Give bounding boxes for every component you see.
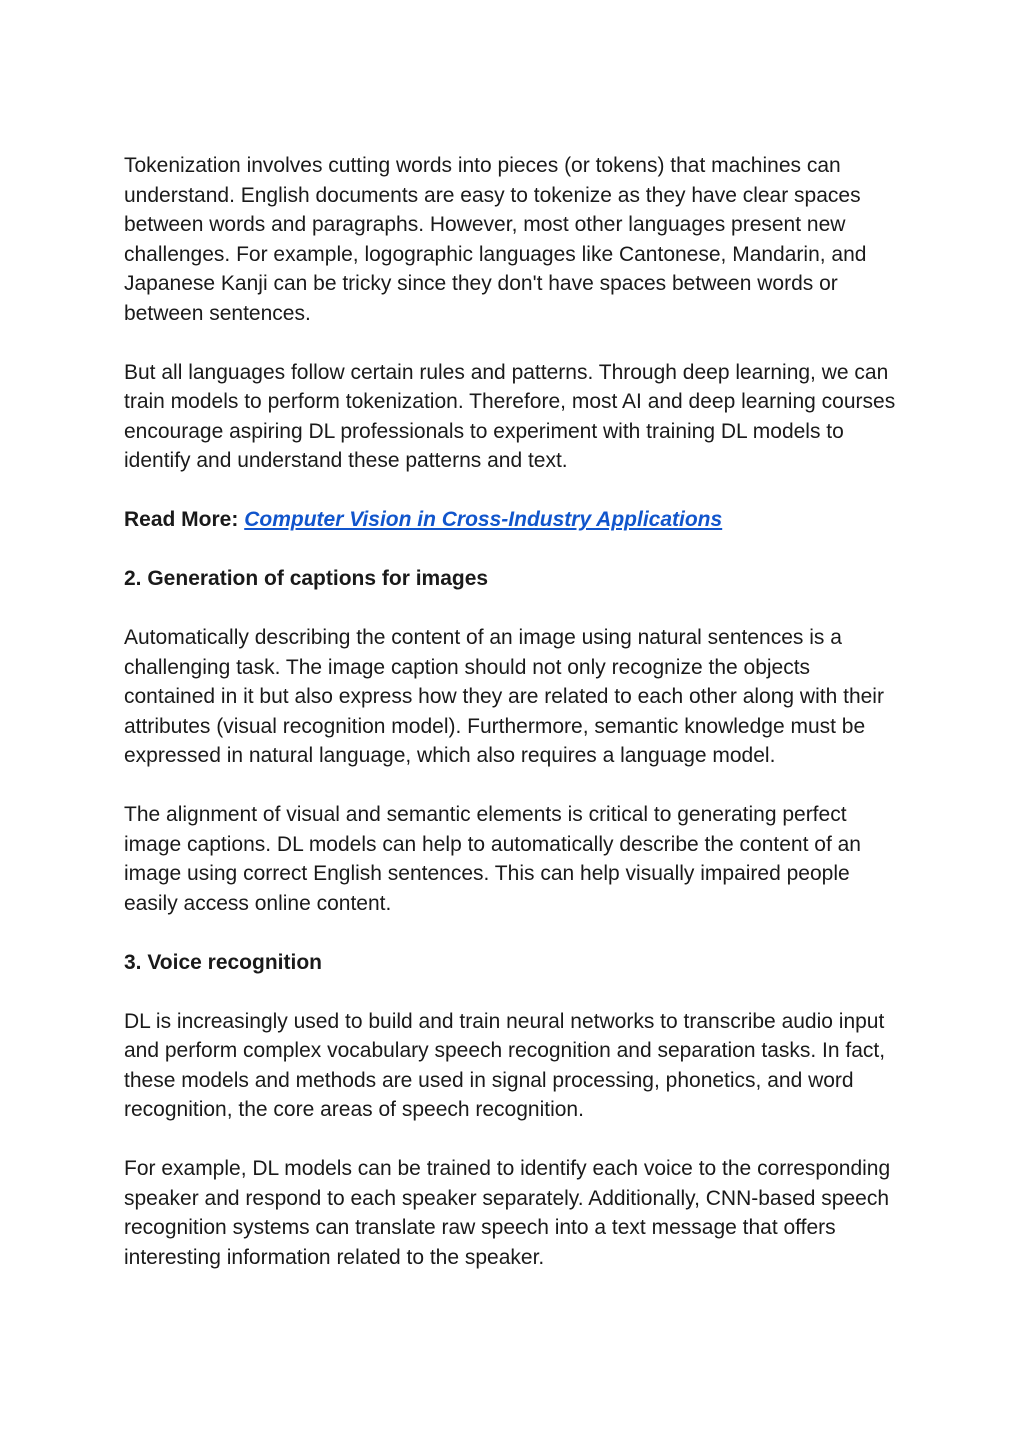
section3-paragraph-2: For example, DL models can be trained to identify each voice to the corresponding speaker and respond to each speaker separately. Additionally, CNN-based speech recognition systems can translate raw speech into a text message that offers interesting information related to the speaker.	[124, 1157, 891, 1269]
section-heading-image-captions: 2. Generation of captions for images	[124, 567, 489, 590]
section-heading-voice-recognition: 3. Voice recognition	[124, 950, 322, 974]
document-page	[124, 151, 904, 1302]
section2-paragraph-1: Automatically describing the content of an image using natural sentences is a challenging task. The image caption should not only recognize the objects contained in it but also express how they are related to each other along with their attributes (visual recognition model). Furthermore, semantic knowledge must be expressed in natural language, which also requires a language model.	[124, 626, 884, 767]
intro-paragraph-patterns: But all languages follow certain rules and patterns. Through deep learning, we can train models to perform tokenization. Therefore, most AI and deep learning courses encourage aspiring DL professionals to experiment with training DL models to identify and understand these patterns and text.	[124, 360, 896, 472]
read-more-line	[124, 505, 904, 535]
read-more-label: Read More:	[124, 508, 239, 531]
section2-paragraph-2: The alignment of visual and semantic elements is critical to generating perfect image captions. DL models can help to automatically describe the content of an image using correct English sentences. This can help visually impaired people easily access online content.	[124, 803, 861, 915]
read-more-link[interactable]: Computer Vision in Cross-Industry Applications	[244, 508, 723, 531]
section3-paragraph-1: DL is increasingly used to build and train neural networks to transcribe audio input and perform complex vocabulary speech recognition and separation tasks. In fact, these models and methods are used in signal processing, phonetics, and word recognition, the core areas of speech recognition.	[124, 1009, 886, 1121]
intro-paragraph-tokenization: Tokenization involves cutting words into pieces (or tokens) that machines can understand. English documents are easy to tokenize as they have clear spaces between words and paragraphs. However, most other languages present new challenges. For example, logographic languages like Cantonese, Mandarin, and Japanese Kanji can be tricky since they don't have spaces between words or between sentences.	[124, 154, 867, 325]
